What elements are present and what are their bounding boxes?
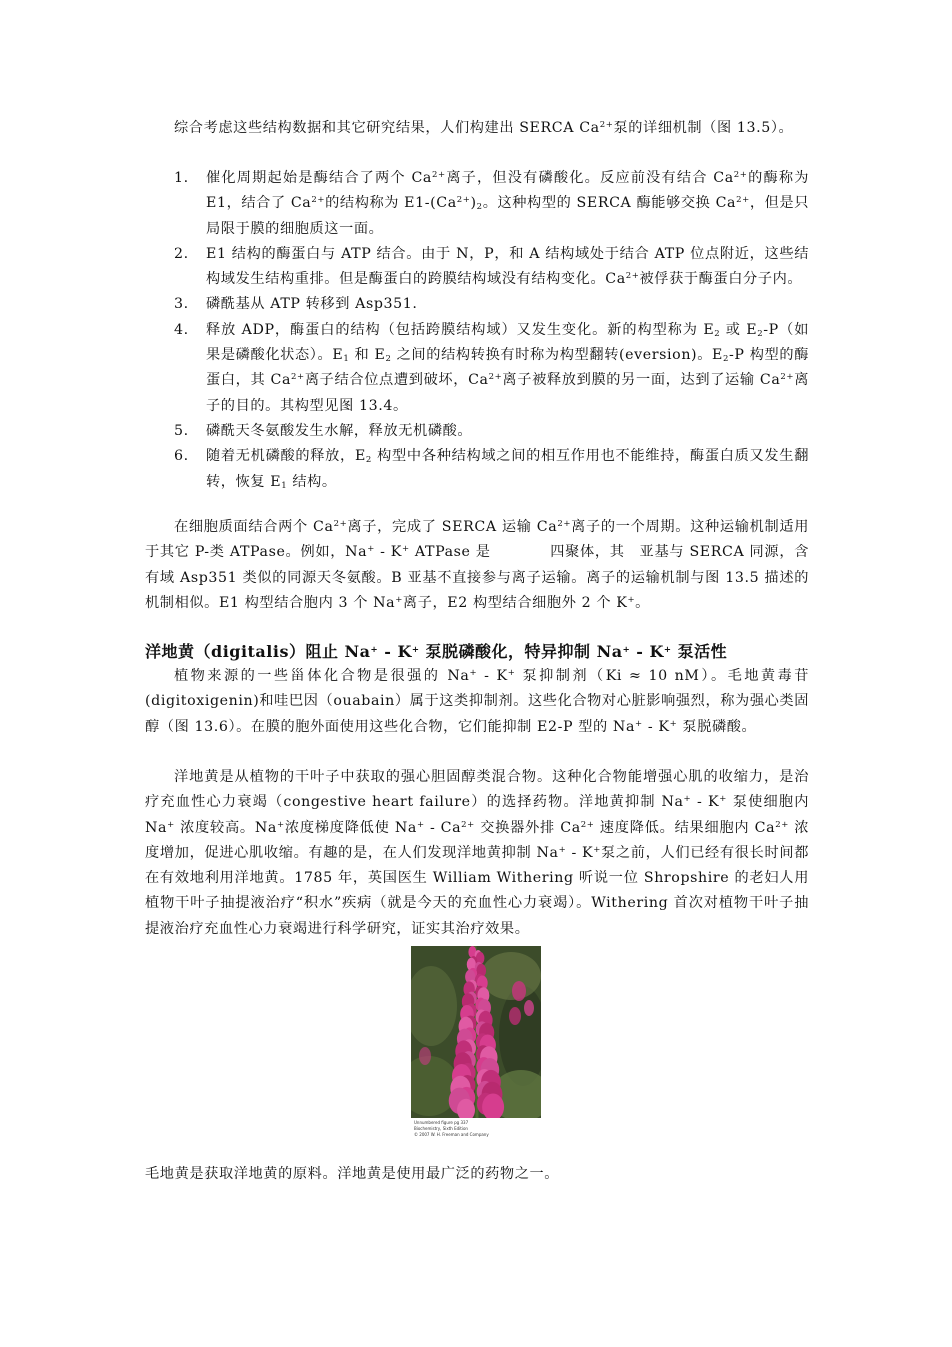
mechanism-step-3 xyxy=(145,292,809,317)
mechanism-step-4 xyxy=(145,318,809,419)
step-number: 5. xyxy=(174,422,189,439)
step-text: 磷酰基从 ATP 转移到 Asp351. xyxy=(206,296,418,313)
digitalis-paragraph: 洋地黄是从植物的干叶子中获取的强心胆固醇类混合物。这种化合物能增强心肌的收缩力，是治疗充血性心力衰竭（congestive heart failure）的选择药物。洋地黄抑制 Na+ - K+ 泵使细胞内 Na+ 浓度较高。Na+浓度梯度降低使 $Na^+ - Ca^{2+}$ 交换器外排 $Ca^{2+}$ 速度降低。结果细胞内 $Ca^{2+}$ 浓度增加，促进心肌收缩。有趣的是，在人们发现洋地黄抑制 Na+ - K+泵之前，人们已经有很长时间都在有效地利用洋地黄。1785 年，英国医生 William Withering 听说一位 Shropshire 的老妇人用植物干叶子抽提液治疗“积水”疾病（就是今天的充血性心力衰竭）。Withering 首次对植物干叶子抽提液治疗充血性心力衰竭进行科学研究，证实其治疗效果。 xyxy=(145,769,810,937)
figure-caption xyxy=(411,1118,541,1142)
step-number: 2. xyxy=(174,245,189,262)
step-number: 6. xyxy=(174,448,189,465)
foxglove-image xyxy=(411,946,541,1118)
steroid-paragraph: 植物来源的一些甾体化合物是很强的 Na+ - K+ 泵抑制剂（Ki ≈ 10 nM）。毛地黄毒苷(digitoxigenin)和哇巴因（ouabain）属于这类抑制剂。这些化合物对心脏影响强烈，称为强心类固醇（图 13.6）。在膜的胞外面使用这些化合物，它们能抑制 E2-P 型的 Na+ - K+ 泵脱磷酸。 xyxy=(145,668,810,735)
step-text: 催化周期起始是酶结合了两个 $Ca^{2+}$离子，但没有磷酸化。反应前没有结合 $Ca^{2+}$的酶称为 E1，结合了 $Ca^{2+}$的结构称为 $E1-(Ca^{2+})_2$。这种构型的 SERCA 酶能够交换 $Ca^{2+}$，但是只局限于膜的细胞质这一面。 xyxy=(206,170,809,237)
step-text: 释放 ADP，酶蛋白的结构（包括跨膜结构域）又发生变化。新的构型称为 $E_2$ 或 $E_2-P$（如果是磷酸化状态）。$E_1$ 和 $E_2$ 之间的结构转换有时称为构型翻转(eversion)。$E_2-P$ 构型的酶蛋白，其 $Ca^{2+}$离子结合位点遭到破坏，$Ca^{2+}$离子被释放到膜的另一面，达到了运输 $Ca^{2+}$离子的目的。其构型见图 13.4。 xyxy=(206,321,809,414)
intro-text: 综合考虑这些结构数据和其它研究结果，人们构建出 SERCA $Ca^{2+}$泵的详细机制（图 13.5）。 xyxy=(174,120,794,136)
closing-sentence: 毛地黄是获取洋地黄的原料。洋地黄是使用最广泛的药物之一。 xyxy=(145,1166,560,1182)
section-heading: 洋地黄（digitalis）阻止 Na+ - K+ 泵脱磷酸化，特异抑制 Na+ - K+ 泵活性 xyxy=(145,642,728,661)
mechanism-step-6 xyxy=(145,444,809,495)
mechanism-step-1 xyxy=(145,166,809,242)
step-text: 磷酰天冬氨酸发生水解，释放无机磷酸。 xyxy=(206,422,473,439)
caption-line-3: © 2007 W. H. Freeman and Company xyxy=(414,1132,489,1137)
foxglove-photo xyxy=(411,946,541,1142)
mechanism-step-2 xyxy=(145,242,809,293)
step-text: 随着无机磷酸的释放，$E_2$ 构型中各种结构域之间的相互作用也不能维持，酶蛋白质又发生翻转，恢复 $E_1$ 结构。 xyxy=(206,448,809,491)
step-text: E1 结构的酶蛋白与 ATP 结合。由于 N，P，和 A 结构域处于结合 ATP 位点附近，这些结构域发生结构重排。但是酶蛋白的跨膜结构域没有结构变化。$Ca^{2+}$被俘获于酶蛋白分子内。 xyxy=(206,245,809,288)
step-number: 4. xyxy=(174,321,189,338)
step-number: 3. xyxy=(174,296,189,313)
intro-paragraph xyxy=(145,116,809,141)
caption-line-2: Biochemistry, Sixth Edition xyxy=(414,1126,468,1131)
caption-line-1: Unnumbered figure pg 337 xyxy=(414,1120,469,1125)
cycle-paragraph: 在细胞质面结合两个 $Ca^{2+}$离子，完成了 SERCA 运输 $Ca^{2+}$离子的一个周期。这种运输机制适用于其它 P-类 ATPase。例如，Na+ - K+ ATPase 是 四聚体，其 亚基与 SERCA 同源，含有域 Asp351 类似的同源天冬氨酸。B 亚基不直接参与离子运输。离子的运输机制与图 13.5 描述的机制相似。E1 构型结合胞内 3 个 Na+离子，E2 构型结合细胞外 2 个 K+。 xyxy=(145,519,810,611)
mechanism-steps-list xyxy=(145,166,809,495)
step-number: 1. xyxy=(174,170,189,186)
mechanism-step-5 xyxy=(145,419,809,444)
